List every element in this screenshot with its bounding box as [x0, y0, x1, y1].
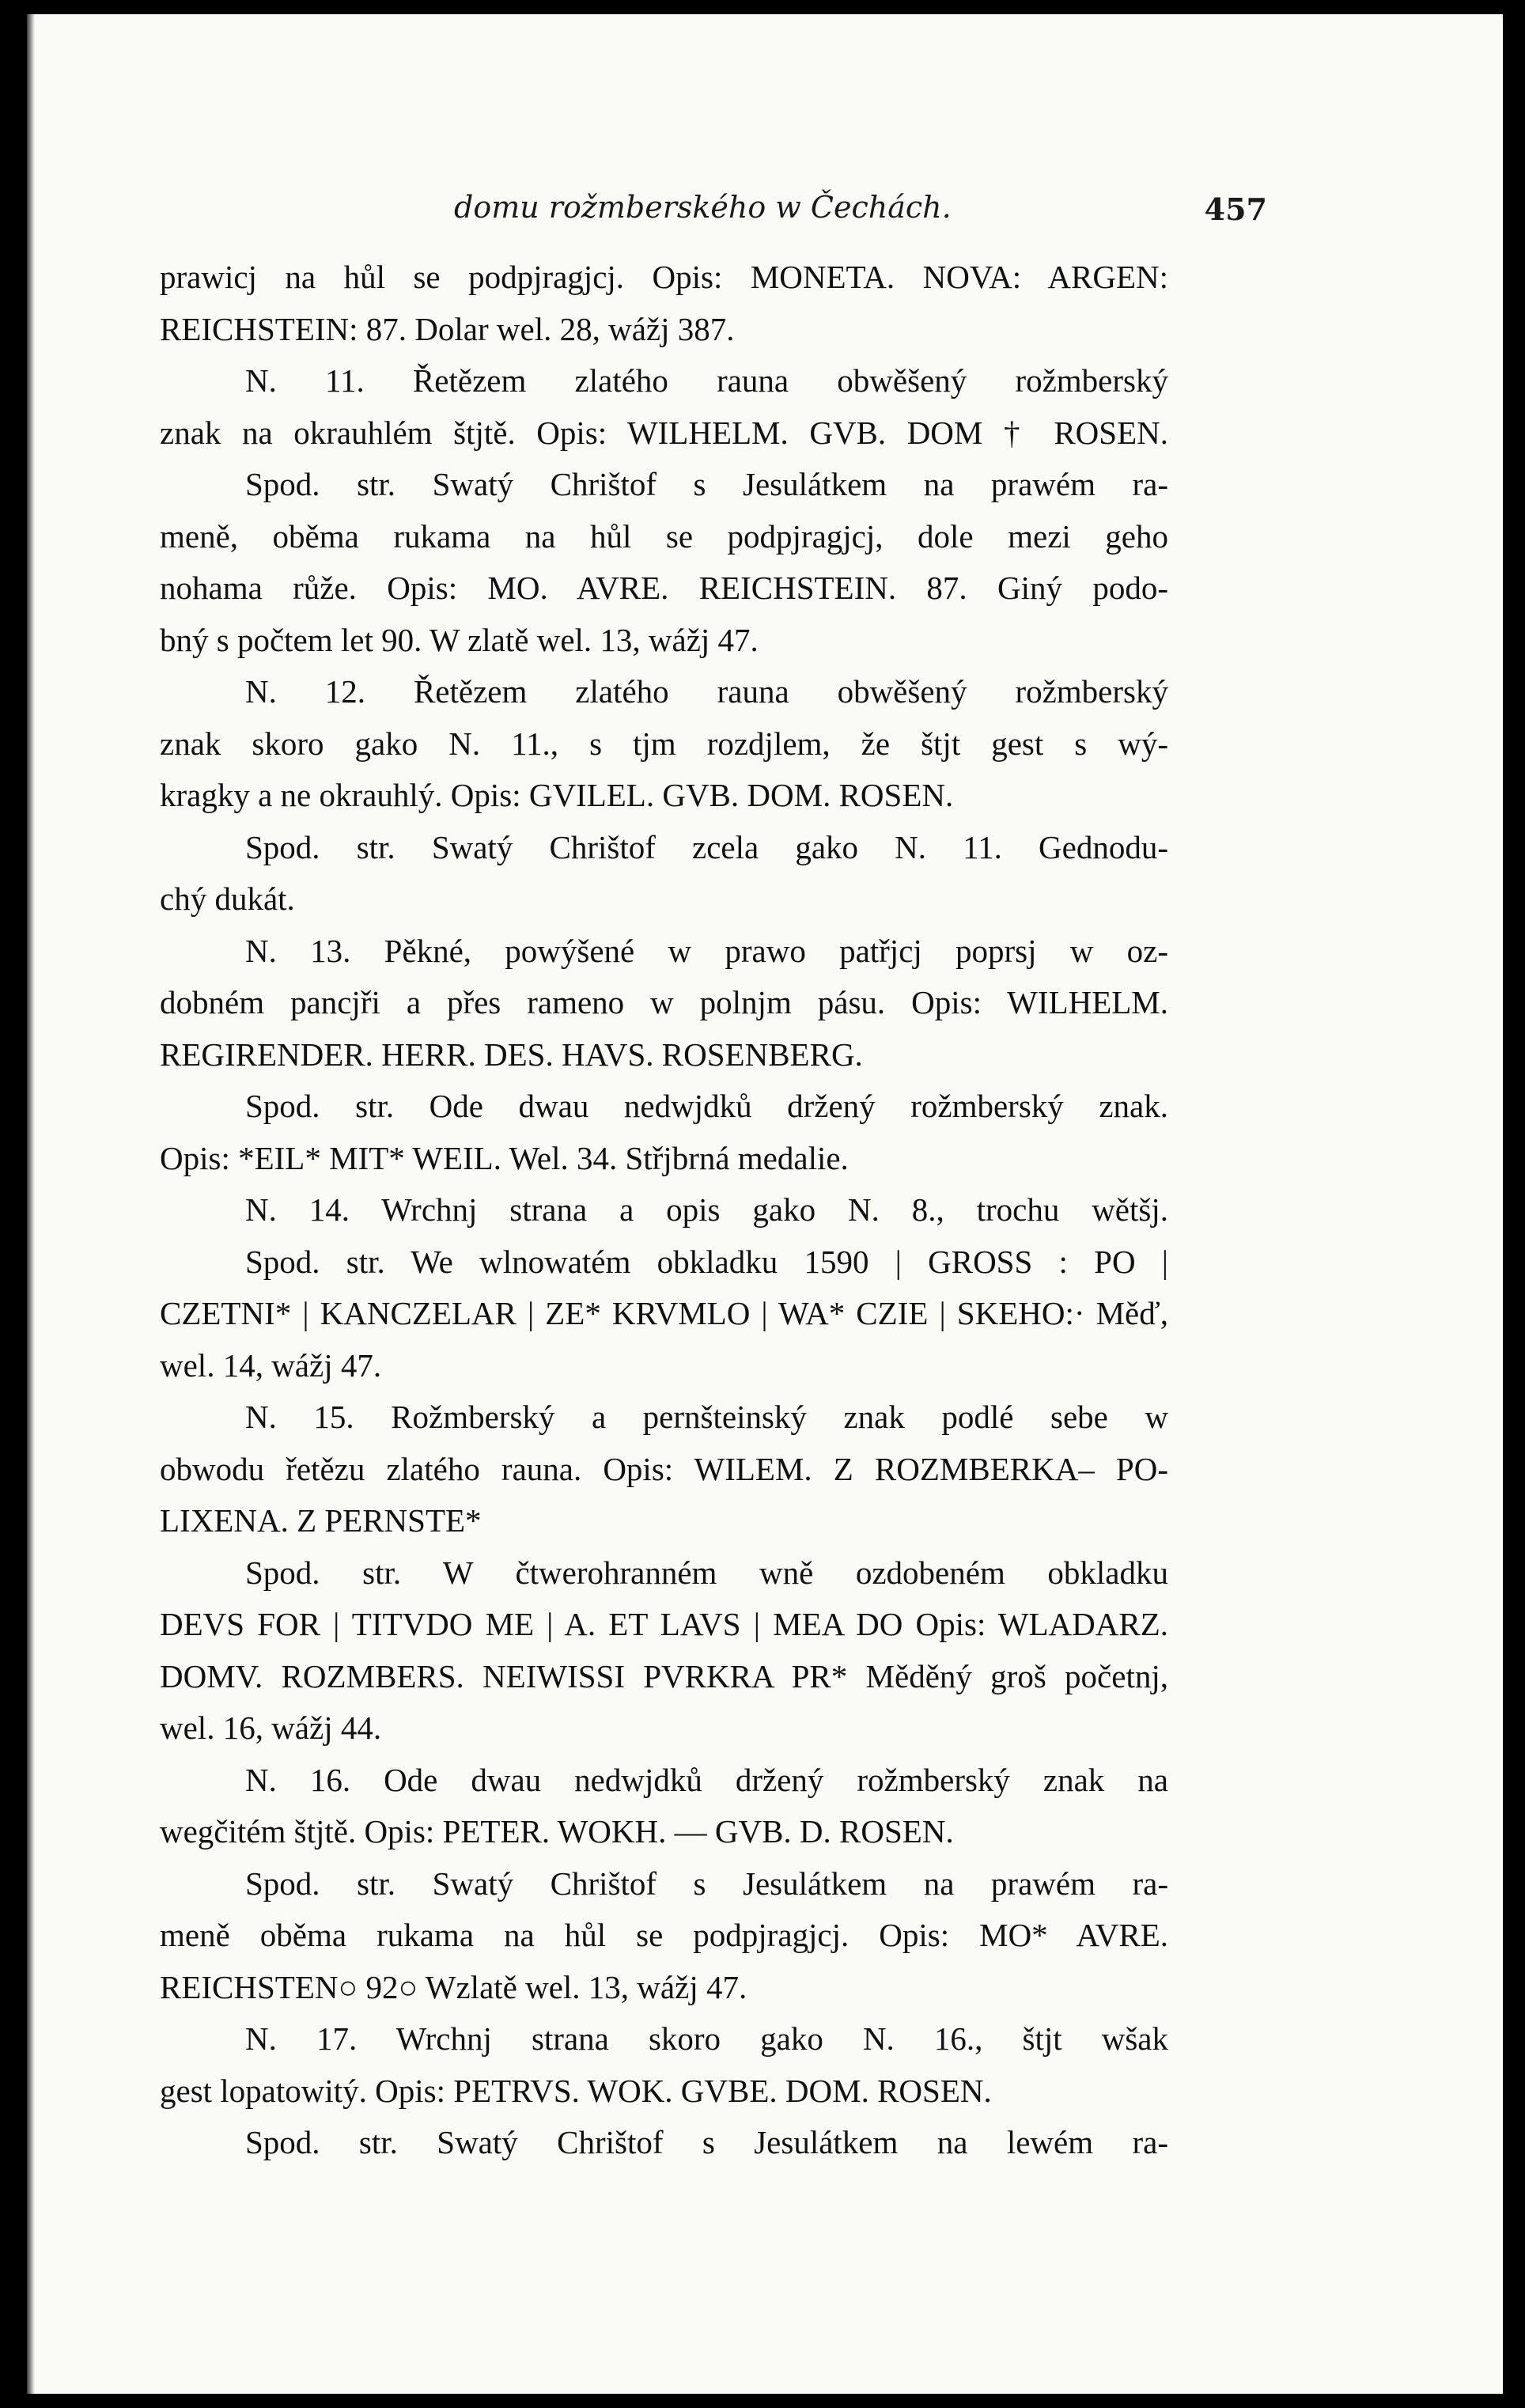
- page-edge-shadow: [27, 14, 35, 2394]
- text-line: DEVS FOR | TITVDO ME | A. ET LAVS | MEA DO Opis: WLADARZ.: [160, 1606, 1168, 1642]
- text-line: nohama růže. Opis: MO. AVRE. REICHSTEIN. 87. Giný podo-: [160, 570, 1168, 606]
- page-header: [454, 190, 1267, 237]
- text-line: Spod. str. Swatý Chrištof s Jesulátkem na lewém ra-: [245, 2124, 1168, 2160]
- text-line: REICHSTEIN: 87. Dolar wel. 28, wážj 387.: [160, 310, 735, 347]
- text-line: N. 13. Pěkné, powýšené w prawo patřjcj poprsj w oz-: [245, 932, 1168, 969]
- text-line: N. 12. Řetězem zlatého rauna obwěšený rožmberský: [245, 673, 1168, 710]
- text-line: REICHSTEN○ 92○ Wzlatě wel. 13, wážj 47.: [160, 1968, 747, 2005]
- text-line: Spod. str. We wlnowatém obkladku 1590 | GROSS : PO |: [245, 1243, 1168, 1280]
- text-line: Spod. str. Ode dwau nedwjdků držený rožmberský znak.: [245, 1088, 1168, 1124]
- text-line: LIXENA. Z PERNSTE*: [160, 1502, 482, 1539]
- text-line: gest lopatowitý. Opis: PETRVS. WOK. GVBE. DOM. ROSEN.: [160, 2072, 992, 2109]
- text-line: N. 16. Ode dwau nedwjdků držený rožmberský znak na: [245, 1761, 1168, 1798]
- text-line: Spod. str. Swatý Chrištof s Jesulátkem na prawém ra-: [245, 1865, 1168, 1902]
- text-line: obwodu řetězu zlatého rauna. Opis: WILEM. Z ROZMBERKA– PO-: [160, 1450, 1168, 1487]
- text-line: prawicj na hůl se podpjragjcj. Opis: MONETA. NOVA: ARGEN:: [160, 259, 1168, 295]
- text-line: chý dukát.: [160, 880, 295, 917]
- text-line: znak skoro gako N. 11., s tjm rozdjlem, že štjt gest s wý-: [160, 725, 1168, 762]
- text-line: bný s počtem let 90. W zlatě wel. 13, wážj 47.: [160, 621, 759, 658]
- text-line: N. 11. Řetězem zlatého rauna obwěšený rožmberský: [245, 362, 1168, 399]
- text-line: Spod. str. W čtwerohranném wně ozdobeném obkladku: [245, 1554, 1168, 1591]
- text-line: znak na okrauhlém štjtě. Opis: WILHELM. GVB. DOM † ROSEN.: [160, 414, 1168, 451]
- running-title: domu rožmberského w Čechách.: [454, 190, 952, 225]
- text-line: dobném pancjři a přes rameno w polnjm pásu. Opis: WILHELM.: [160, 984, 1168, 1020]
- page-number: 457: [1204, 191, 1267, 227]
- text-line: wel. 16, wážj 44.: [160, 1709, 382, 1746]
- text-line: wel. 14, wážj 47.: [160, 1346, 382, 1384]
- text-line: CZETNI* | KANCZELAR | ZE* KRVMLO | WA* CZIE | SKEHO:· Měď,: [160, 1295, 1168, 1331]
- text-line: N. 15. Rožmberský a pernšteinský znak podlé sebe w: [245, 1399, 1168, 1435]
- text-line: REGIRENDER. HERR. DES. HAVS. ROSENBERG.: [160, 1036, 863, 1073]
- text-line: Spod. str. Swatý Chrištof s Jesulátkem na prawém ra-: [245, 466, 1168, 502]
- text-line: wegčitém štjtě. Opis: PETER. WOKH. — GVB. D. ROSEN.: [160, 1813, 954, 1850]
- text-line: kragky a ne okrauhlý. Opis: GVILEL. GVB. DOM. ROSEN.: [160, 777, 954, 813]
- text-line: meně oběma rukama na hůl se podpjragjcj. Opis: MO* AVRE.: [160, 1917, 1168, 1953]
- text-line: meně, oběma rukama na hůl se podpjragjcj, dole mezi geho: [160, 517, 1168, 555]
- text-line: Opis: *EIL* MIT* WEIL. Wel. 34. Střjbrná medalie.: [160, 1139, 849, 1176]
- text-line: N. 17. Wrchnj strana skoro gako N. 16., štjt wšak: [245, 2020, 1168, 2057]
- body-text: [160, 252, 1168, 2169]
- book-page: [27, 14, 1503, 2394]
- text-line: N. 14. Wrchnj strana a opis gako N. 8., trochu wětšj.: [245, 1191, 1168, 1228]
- text-line: Spod. str. Swatý Chrištof zcela gako N. 11. Gednodu-: [245, 828, 1168, 865]
- text-line: DOMV. ROZMBERS. NEIWISSI PVRKRA PR* Měděný groš početnj,: [160, 1657, 1168, 1694]
